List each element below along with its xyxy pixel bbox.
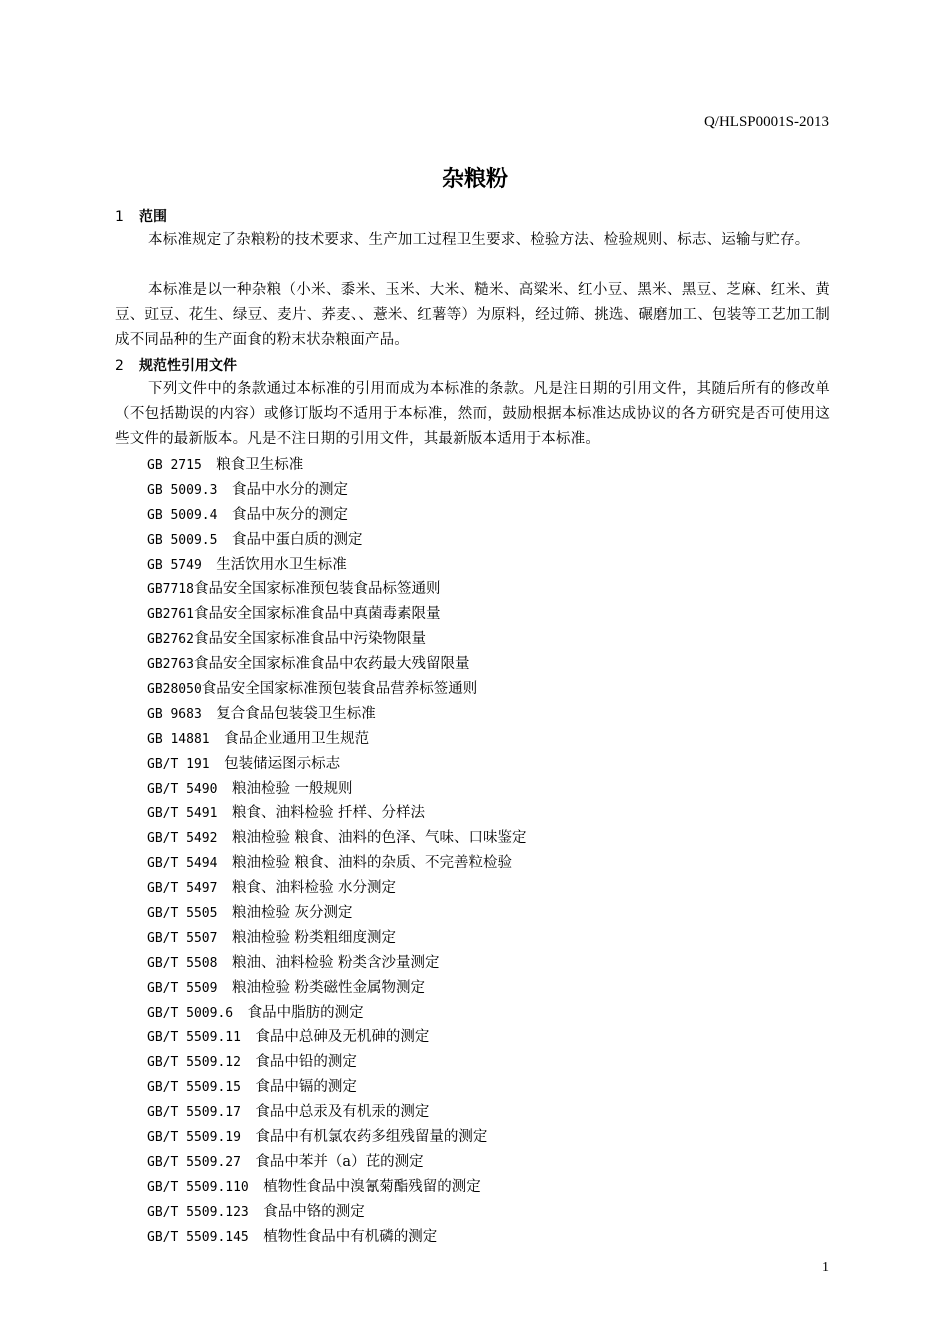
reference-separator bbox=[241, 1029, 256, 1045]
reference-item bbox=[147, 702, 527, 727]
reference-title: 食品中灰分的测定 bbox=[231, 506, 348, 523]
reference-separator bbox=[241, 1129, 256, 1145]
reference-title: 食品中苯并（a）芘的测定 bbox=[255, 1153, 424, 1170]
section-2-intro-paragraph: 下列文件中的条款通过本标准的引用而成为本标准的条款。凡是注日期的引用文件，其随后所有的修改单（不包括勘误的内容）或修订版均不适用于本标准，然而，鼓励根据本标准达成协议的各方研究是否可使用这些文件的最新版本。凡是不注日期的引用文件，其最新版本适用于本标准。 bbox=[115, 381, 830, 447]
reference-item bbox=[147, 577, 527, 602]
reference-code: GB/T 5507 bbox=[147, 930, 218, 946]
reference-separator bbox=[249, 1229, 264, 1245]
reference-separator bbox=[217, 830, 232, 846]
reference-title: 食品中有机氯农药多组残留量的测定 bbox=[255, 1129, 488, 1146]
reference-item bbox=[147, 801, 527, 826]
reference-item bbox=[147, 976, 527, 1001]
reference-title: 食品安全国家标准食品中真菌毒素限量 bbox=[193, 606, 441, 623]
reference-item bbox=[147, 602, 527, 627]
reference-item bbox=[147, 553, 527, 578]
section-2-heading bbox=[115, 355, 237, 375]
reference-title: 粮油、油料检验 粉类含沙量测定 bbox=[231, 954, 440, 971]
reference-item bbox=[147, 926, 527, 951]
reference-code: GB/T 5509.19 bbox=[147, 1130, 241, 1146]
reference-code: GB 5009.4 bbox=[147, 507, 218, 523]
reference-separator bbox=[210, 756, 225, 772]
reference-title: 食品中蛋白质的测定 bbox=[231, 531, 363, 548]
reference-separator bbox=[217, 905, 232, 921]
reference-item bbox=[147, 1100, 527, 1125]
reference-title: 粮油检验 粮食、油料的色泽、气味、口味鉴定 bbox=[231, 830, 527, 847]
reference-title: 食品企业通用卫生规范 bbox=[224, 730, 370, 747]
reference-item bbox=[147, 1225, 527, 1250]
reference-separator bbox=[210, 731, 225, 747]
reference-code: GB2763 bbox=[147, 657, 194, 673]
reference-code: GB2762 bbox=[147, 632, 194, 648]
reference-title: 食品中水分的测定 bbox=[231, 481, 348, 498]
reference-item bbox=[147, 951, 527, 976]
section-1-number: 1 bbox=[115, 209, 124, 225]
section-1-paragraph-2: 本标准是以一种杂粮（小米、黍米、玉米、大米、糙米、高粱米、红小豆、黑米、黑豆、芝麻、红米、黄豆、豇豆、花生、绿豆、麦片、荞麦、、薏米、红薯等）为原料，经过筛、挑选、碾磨加工、包装等工艺加工制成不同品种的生产面食的粉末状杂粮面产品。 bbox=[115, 282, 830, 348]
reference-item bbox=[147, 826, 527, 851]
reference-code: GB/T 5509 bbox=[147, 980, 218, 996]
reference-title: 植物性食品中有机磷的测定 bbox=[263, 1228, 438, 1245]
section-2-number: 2 bbox=[115, 358, 124, 374]
reference-separator bbox=[217, 880, 232, 896]
reference-separator bbox=[241, 1079, 256, 1095]
reference-item bbox=[147, 1125, 527, 1150]
reference-title: 粮食、油料检验 扦样、分样法 bbox=[231, 805, 426, 822]
reference-item bbox=[147, 677, 527, 702]
reference-code: GB/T 5490 bbox=[147, 781, 218, 797]
reference-code: GB/T 5509.17 bbox=[147, 1105, 241, 1121]
reference-item bbox=[147, 1200, 527, 1225]
reference-item bbox=[147, 876, 527, 901]
reference-item bbox=[147, 851, 527, 876]
reference-separator bbox=[249, 1179, 264, 1195]
reference-item bbox=[147, 1025, 527, 1050]
section-1-heading bbox=[115, 206, 167, 226]
reference-item bbox=[147, 453, 527, 478]
reference-separator bbox=[217, 507, 232, 523]
reference-title: 食品中总汞及有机汞的测定 bbox=[255, 1104, 430, 1121]
reference-title: 粮食、油料检验 水分测定 bbox=[231, 880, 397, 897]
document-code: Q/HLSP0001S-2013 bbox=[703, 114, 829, 130]
reference-code: GB/T 5509.15 bbox=[147, 1080, 241, 1096]
reference-item bbox=[147, 1150, 527, 1175]
reference-code: GB 9683 bbox=[147, 706, 202, 722]
reference-code: GB/T 5494 bbox=[147, 856, 218, 872]
reference-title: 包装储运图示标志 bbox=[224, 755, 341, 772]
page-number: 1 bbox=[822, 1260, 829, 1275]
reference-code: GB/T 5509.11 bbox=[147, 1030, 241, 1046]
reference-list bbox=[147, 453, 527, 1250]
section-1-title: 范围 bbox=[139, 209, 167, 225]
reference-title: 粮食卫生标准 bbox=[216, 457, 304, 473]
reference-separator bbox=[241, 1104, 256, 1120]
reference-title: 食品安全国家标准食品中农药最大残留限量 bbox=[193, 656, 470, 673]
reference-separator bbox=[241, 1054, 256, 1070]
reference-title: 粮油检验 一般规则 bbox=[231, 780, 353, 797]
reference-code: GB28050 bbox=[147, 682, 202, 698]
section-2-title: 规范性引用文件 bbox=[139, 358, 237, 374]
reference-title: 粮油检验 粉类粗细度测定 bbox=[231, 929, 397, 946]
reference-code: GB2761 bbox=[147, 607, 194, 623]
reference-title: 复合食品包装袋卫生标准 bbox=[216, 705, 376, 722]
reference-separator bbox=[217, 980, 232, 996]
reference-separator bbox=[202, 557, 217, 573]
reference-item bbox=[147, 478, 527, 503]
reference-code: GB 5009.5 bbox=[147, 532, 218, 548]
document-title: 杂粮粉 bbox=[441, 167, 508, 192]
reference-item bbox=[147, 1001, 527, 1026]
reference-item bbox=[147, 752, 527, 777]
reference-separator bbox=[202, 706, 217, 722]
reference-code: GB/T 5508 bbox=[147, 955, 218, 971]
reference-separator bbox=[241, 1154, 256, 1170]
reference-title: 食品安全国家标准预包装食品营养标签通则 bbox=[201, 681, 478, 698]
reference-separator bbox=[217, 805, 232, 821]
reference-separator bbox=[217, 482, 232, 498]
reference-item bbox=[147, 528, 527, 553]
reference-code: GB/T 5509.27 bbox=[147, 1154, 241, 1170]
reference-code: GB/T 5491 bbox=[147, 806, 218, 822]
reference-separator bbox=[202, 457, 217, 473]
reference-code: GB/T 5505 bbox=[147, 906, 218, 922]
reference-code: GB/T 5009.6 bbox=[147, 1005, 234, 1021]
reference-item bbox=[147, 1050, 527, 1075]
reference-title: 食品中铬的测定 bbox=[263, 1203, 365, 1220]
reference-item bbox=[147, 652, 527, 677]
reference-title: 食品安全国家标准食品中污染物限量 bbox=[193, 631, 426, 648]
reference-code: GB/T 5509.12 bbox=[147, 1055, 241, 1071]
reference-title: 粮油检验 粮食、油料的杂质、不完善粒检验 bbox=[231, 855, 513, 872]
reference-item bbox=[147, 777, 527, 802]
reference-title: 粮油检验 灰分测定 bbox=[231, 905, 353, 922]
reference-title: 粮油检验 粉类磁性金属物测定 bbox=[231, 979, 426, 996]
reference-code: GB7718 bbox=[147, 582, 194, 598]
reference-code: GB/T 191 bbox=[147, 756, 210, 772]
reference-title: 食品中总砷及无机砷的测定 bbox=[255, 1029, 430, 1046]
reference-code: GB/T 5509.110 bbox=[147, 1179, 249, 1195]
reference-title: 食品中镉的测定 bbox=[255, 1079, 357, 1096]
reference-separator bbox=[249, 1204, 264, 1220]
reference-item bbox=[147, 503, 527, 528]
reference-title: 食品中铅的测定 bbox=[255, 1054, 357, 1071]
reference-code: GB 2715 bbox=[147, 458, 202, 473]
section-1-paragraph-1: 本标准规定了杂粮粉的技术要求、生产加工过程卫生要求、检验方法、检验规则、标志、运输与贮存。 bbox=[148, 232, 810, 248]
reference-code: GB 5749 bbox=[147, 557, 202, 573]
reference-separator bbox=[217, 955, 232, 971]
reference-code: GB/T 5509.123 bbox=[147, 1204, 249, 1220]
reference-title: 生活饮用水卫生标准 bbox=[216, 556, 347, 573]
reference-title: 食品中脂肪的测定 bbox=[247, 1004, 364, 1021]
reference-separator bbox=[233, 1005, 248, 1021]
reference-item bbox=[147, 627, 527, 652]
reference-item bbox=[147, 1175, 527, 1200]
reference-code: GB/T 5492 bbox=[147, 831, 218, 847]
reference-title: 食品安全国家标准预包装食品标签通则 bbox=[193, 581, 441, 598]
reference-code: GB/T 5497 bbox=[147, 881, 218, 897]
reference-item bbox=[147, 901, 527, 926]
reference-code: GB 5009.3 bbox=[147, 482, 218, 498]
reference-title: 植物性食品中溴氰菊酯残留的测定 bbox=[263, 1178, 481, 1195]
reference-separator bbox=[217, 781, 232, 797]
reference-item bbox=[147, 1075, 527, 1100]
reference-code: GB/T 5509.145 bbox=[147, 1229, 249, 1245]
reference-separator bbox=[217, 855, 232, 871]
reference-separator bbox=[217, 930, 232, 946]
reference-code: GB 14881 bbox=[147, 731, 210, 747]
reference-item bbox=[147, 727, 527, 752]
reference-separator bbox=[217, 532, 232, 548]
